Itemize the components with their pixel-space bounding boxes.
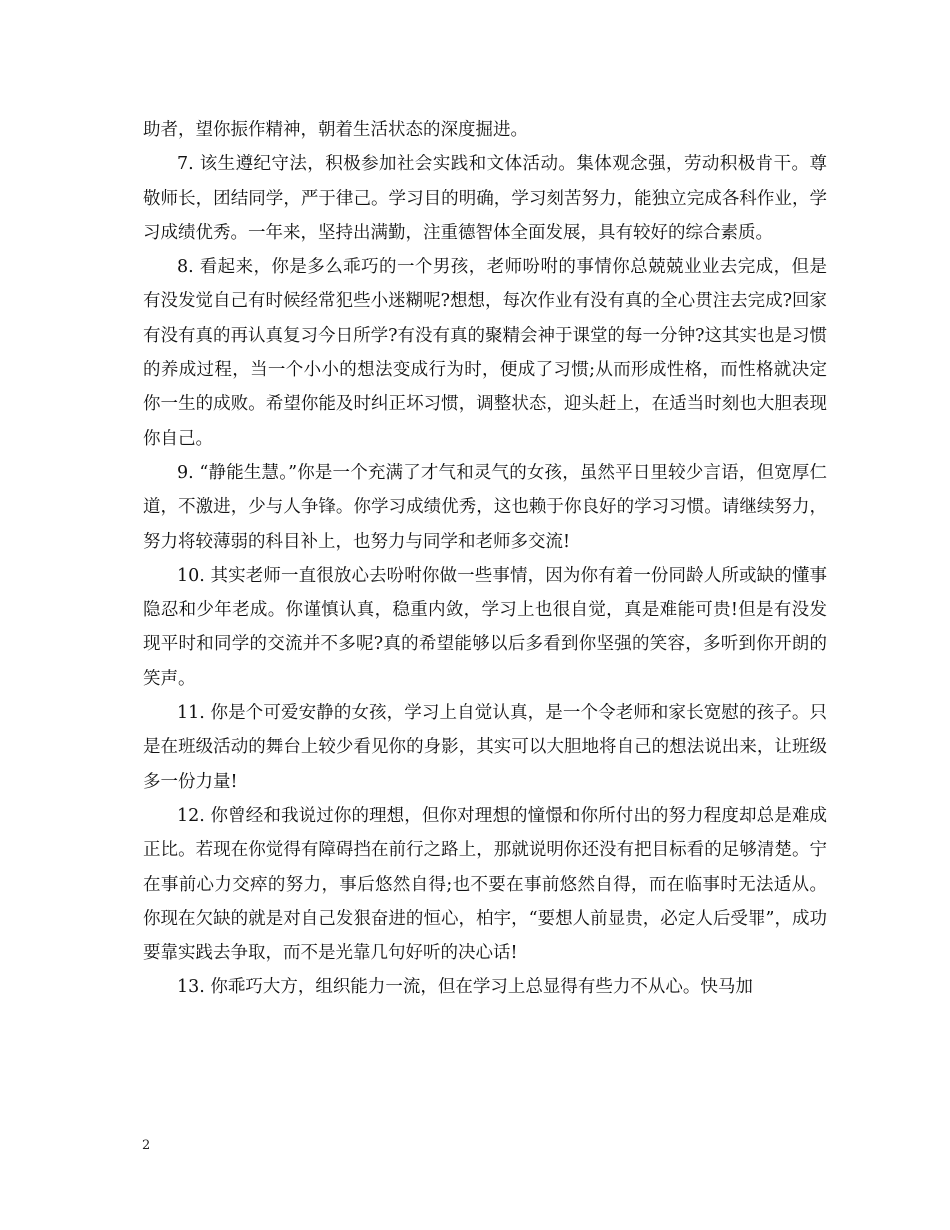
paragraph-comment-8: 8. 看起来，你是多么乖巧的一个男孩，老师吩咐的事情你总兢兢业业去完成，但是有没发觉自己有时候经常犯些小迷糊呢?想想，每次作业有没有真的全心贯注去完成?回家有没有真的再认真复习今日所学?有没有真的聚精会神于课堂的每一分钟?这其实也是习惯的养成过程，当一个小小的想法变成行为时，便成了习惯;从而形成性格，而性格就决定你一生的成败。希望你能及时纠正坏习惯，调整状态，迎头赶上，在适当时刻也大胆表现你自己。 [143, 257, 827, 449]
paragraph-comment-12: 12. 你曾经和我说过你的理想，但你对理想的憧憬和你所付出的努力程度却总是难成正比。若现在你觉得有障碍挡在前行之路上，那就说明你还没有把目标看的足够清楚。宁在事前心力交瘁的努力，事后悠然自得;也不要在事前悠然自得，而在临事时无法适从。你现在欠缺的就是对自己发狠奋进的恒心，柏宇，“要想人前显贵，必定人后受罪”，成功要靠实践去争取，而不是光靠几句好听的决心话! [143, 805, 827, 964]
page-number: 2 [142, 1138, 151, 1153]
paragraph-comment-11: 11. 你是个可爱安静的女孩，学习上自觉认真，是一个令老师和家长宽慰的孩子。只是在班级活动的舞台上较少看见你的身影，其实可以大胆地将自己的想法说出来，让班级多一份力量! [143, 703, 827, 792]
paragraph-comment-10: 10. 其实老师一直很放心去吩咐你做一些事情，因为你有着一份同龄人所或缺的懂事隐忍和少年老成。你谨慎认真，稳重内敛，学习上也很自觉，真是难能可贵!但是有没发现平时和同学的交流并不多呢?真的希望能够以后多看到你坚强的笑容，多听到你开朗的笑声。 [143, 565, 827, 689]
paragraph-comment-13: 13. 你乖巧大方，组织能力一流，但在学习上总显得有些力不从心。快马加 [177, 977, 753, 998]
paragraph-comment-7: 7. 该生遵纪守法，积极参加社会实践和文体活动。集体观念强，劳动积极肯干。尊敬师长，团结同学，严于律己。学习目的明确，学习刻苦努力，能独立完成各科作业，学习成绩优秀。一年来，坚持出满勤，注重德智体全面发展，具有较好的综合素质。 [143, 154, 827, 243]
document-body [143, 113, 827, 1005]
paragraph-continuation: 助者，望你振作精神，朝着生活状态的深度掘进。 [143, 120, 528, 140]
paragraph-comment-9: 9. “静能生慧。”你是一个充满了才气和灵气的女孩，虽然平日里较少言语，但宽厚仁道，不激进，少与人争锋。你学习成绩优秀，这也赖于你良好的学习习惯。请继续努力，努力将较薄弱的科目补上，也努力与同学和老师多交流! [143, 462, 827, 552]
